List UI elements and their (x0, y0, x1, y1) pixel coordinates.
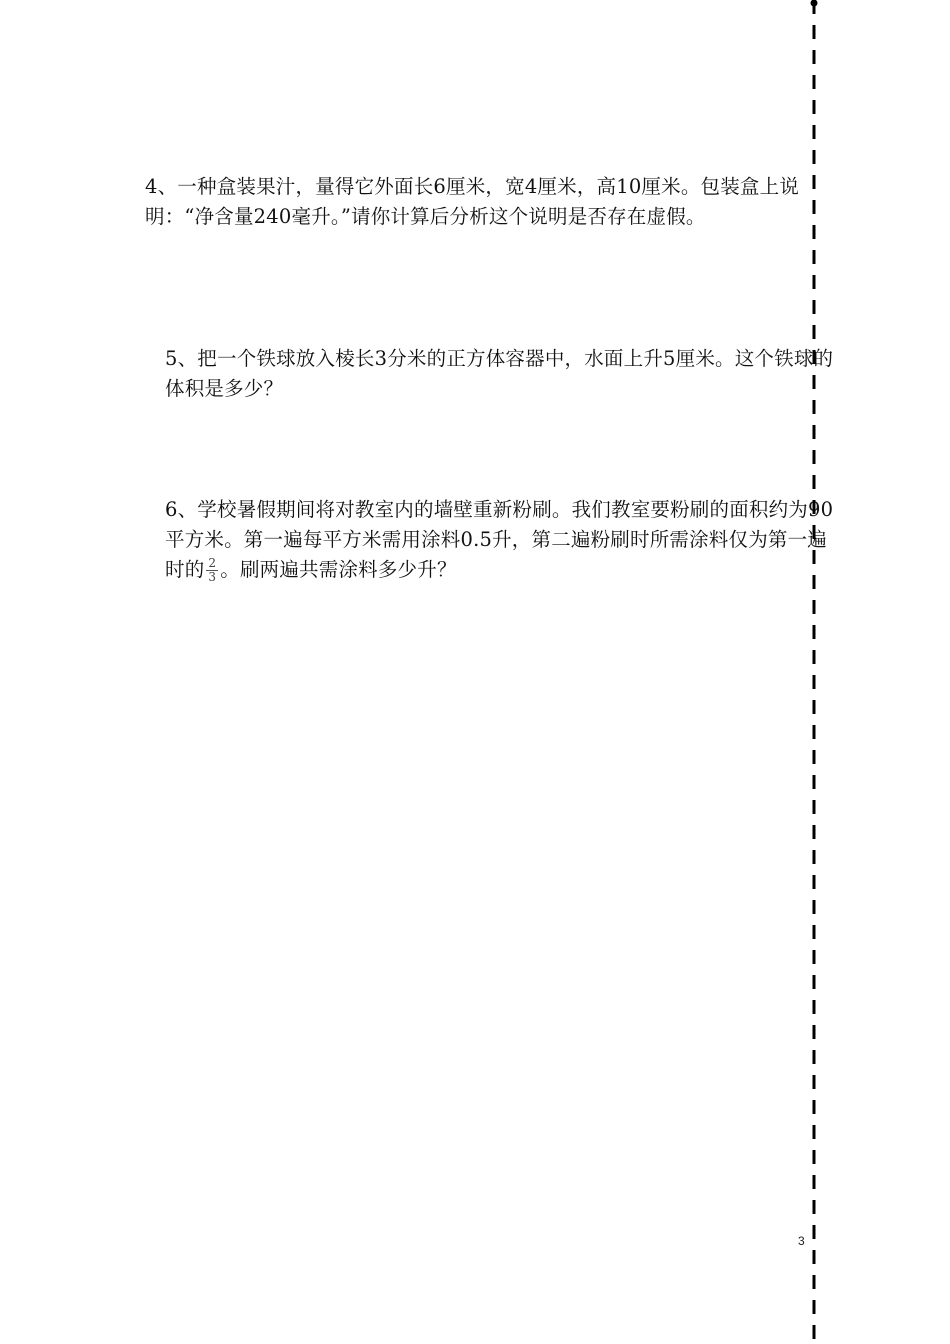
page-number: 3 (798, 1234, 805, 1248)
fraction-denominator: 3 (208, 570, 217, 584)
question-6-text-before: 6、学校暑假期间将对教室内的墙壁重新粉刷。我们教室要粉刷的面积约为90平方米。第一遍每平方米需用涂料0.5升，第二遍粉刷时所需涂料仅为第一遍时的 (165, 498, 834, 581)
fraction-numerator: 2 (208, 556, 217, 570)
fraction-two-thirds (206, 557, 218, 584)
question-5: 5、把一个铁球放入棱长3分米的正方体容器中，水面上升5厘米。这个铁球的体积是多少？ (165, 347, 834, 400)
question-4: 4、一种盒装果汁，量得它外面长6厘米，宽4厘米，高10厘米。包装盒上说明：“净含量240毫升。”请你计算后分析这个说明是否存在虚假。 (145, 175, 800, 228)
question-6 (145, 495, 835, 585)
question-6-text-after: 。刷两遍共需涂料多少升？ (220, 558, 457, 581)
binding-dashed-line (810, 0, 818, 1344)
